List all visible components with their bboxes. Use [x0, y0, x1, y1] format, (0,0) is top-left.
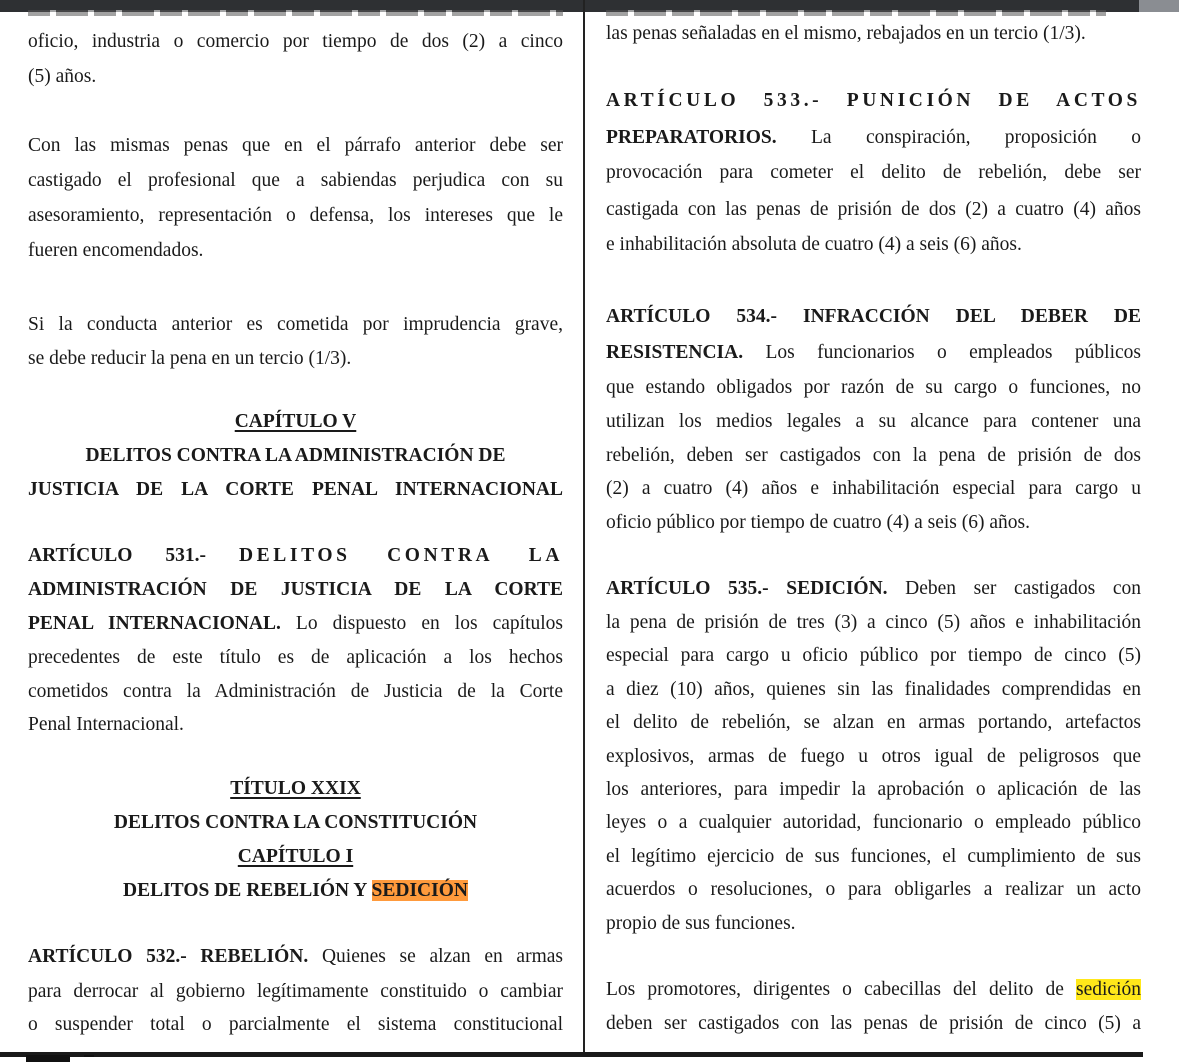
text-line: Penal Internacional.	[28, 714, 184, 735]
text-line: rebelión, deben ser castigados con la pena de prisión de dos	[606, 445, 1141, 466]
text-line: cometidos contra la Administración de Justicia de la Corte	[28, 681, 563, 702]
chapter-v-heading	[28, 410, 563, 434]
text-line: las penas señaladas en el mismo, rebajados en un tercio (1/3).	[606, 23, 1086, 44]
text-line: provocación para cometer el delito de rebelión, debe ser	[606, 162, 1141, 183]
cutoff-text-line	[28, 8, 563, 18]
title-xxix-heading	[28, 777, 563, 801]
chapter-label: CAPÍTULO I	[237, 846, 354, 867]
text-line: (2) a cuatro (4) años e inhabilitación especial para cargo u	[606, 478, 1141, 499]
text-line: Si la conducta anterior es cometida por imprudencia grave,	[28, 314, 563, 335]
text-line: castigado el profesional que a sabiendas perjudica con su	[28, 170, 563, 191]
article-title: RESISTENCIA.	[606, 342, 744, 363]
text-line: acuerdos o resoluciones, o para obligarles a realizar un acto	[606, 879, 1141, 900]
text-line: fueren encomendados.	[28, 240, 204, 261]
article-title: PREPARATORIOS.	[606, 127, 777, 148]
text-line	[606, 341, 1141, 365]
text-line: utilizan los medios legales a su alcance para contener una	[606, 411, 1141, 432]
text-line: oficio público por tiempo de cuatro (4) a seis (6) años.	[606, 512, 1031, 533]
cutoff-text-line	[606, 8, 1106, 18]
highlight-sedicion[interactable]: SEDICIÓN	[371, 880, 468, 901]
chapter-i-name	[28, 879, 563, 903]
text-line: para derrocar al gobierno legítimamente constituido o cambiar	[28, 981, 563, 1002]
text-line: se debe reducir la pena en un tercio (1/3).	[28, 348, 352, 369]
article-number: ARTÍCULO 531.-	[28, 545, 207, 566]
text-line: o suspender total o parcialmente el sistema constitucional	[28, 1014, 563, 1035]
text-line: especial para cargo u oficio público por tiempo de cinco (5)	[606, 645, 1141, 666]
article-534-heading: ARTÍCULO 534.- INFRACCIÓN DEL DEBER DE	[606, 306, 1141, 327]
title-xxix-name: DELITOS CONTRA LA CONSTITUCIÓN	[113, 812, 478, 833]
article-body: Deben ser castigados con	[887, 578, 1141, 599]
article-body: Quienes se alzan en armas	[308, 946, 563, 967]
text-line: oficio, industria o comercio por tiempo de dos (2) a cinco	[28, 31, 563, 52]
page-bottom-rule	[0, 1052, 1143, 1057]
article-531-heading	[28, 544, 563, 568]
text-line: los anteriores, para impedir la aprobación o aplicación de las	[606, 779, 1141, 800]
column-divider	[583, 0, 585, 1052]
text-line: la pena de prisión de tres (3) a cinco (5) años e inhabilitación	[606, 612, 1141, 633]
text-line: explosivos, armas de fuego u otros igual de peligrosos que	[606, 746, 1141, 767]
text-line: (5) años.	[28, 66, 97, 87]
text-line	[28, 612, 563, 636]
chapter-i-heading	[28, 845, 563, 869]
text-line	[28, 945, 563, 969]
article-533-heading: ARTÍCULO 533.- PUNICIÓN DE ACTOS	[606, 90, 1141, 111]
text-line	[606, 577, 1141, 601]
chapter-v-title: JUSTICIA DE LA CORTE PENAL INTERNACIONAL	[28, 479, 563, 500]
article-535-heading: ARTÍCULO 535.- SEDICIÓN.	[606, 578, 888, 599]
article-body: Lo dispuesto en los capítulos	[280, 613, 563, 634]
article-title: DELITOS CONTRA LA	[239, 545, 564, 566]
paragraph-text: Los promotores, dirigentes o cabecillas del delito de	[606, 979, 1077, 1000]
text-line: deben ser castigados con las penas de prisión de cinco (5) a	[606, 1013, 1141, 1034]
highlight-sedicion[interactable]: sedición	[1076, 979, 1141, 1000]
text-line	[606, 126, 1141, 150]
article-body: La conspiración, proposición o	[776, 127, 1141, 148]
article-title: PENAL INTERNACIONAL.	[28, 613, 281, 634]
text-line: Con las mismas penas que en el párrafo anterior debe ser	[28, 135, 563, 156]
text-line: que estando obligados por razón de su cargo o funciones, no	[606, 377, 1141, 398]
page-number-tab	[26, 1055, 70, 1062]
article-532-heading: ARTÍCULO 532.- REBELIÓN.	[28, 946, 309, 967]
text-line: el delito de rebelión, se alzan en armas portando, artefactos	[606, 712, 1141, 733]
text-line: leyes o a cualquier autoridad, funcionario o empleado público	[606, 812, 1141, 833]
chapter-name: DELITOS DE REBELIÓN Y	[123, 880, 372, 901]
title-label: TÍTULO XXIX	[230, 778, 361, 799]
text-line: asesoramiento, representación o defensa, los intereses que le	[28, 205, 563, 226]
chapter-v-label: CAPÍTULO V	[234, 411, 357, 432]
text-line: propio de sus funciones.	[606, 913, 796, 934]
text-line	[606, 978, 1141, 1002]
text-line: e inhabilitación absoluta de cuatro (4) a seis (6) años.	[606, 234, 1022, 255]
scrollbar-thumb[interactable]	[1139, 0, 1179, 12]
article-body: Los funcionarios o empleados públicos	[743, 342, 1141, 363]
text-line: castigada con las penas de prisión de dos (2) a cuatro (4) años	[606, 199, 1141, 220]
cutoff-glyph	[84, 1055, 94, 1061]
article-531-heading: ADMINISTRACIÓN DE JUSTICIA DE LA CORTE	[28, 579, 563, 600]
text-line: el legítimo ejercicio de sus funciones, el cumplimiento de sus	[606, 846, 1141, 867]
chapter-v-title: DELITOS CONTRA LA ADMINISTRACIÓN DE	[85, 445, 506, 466]
text-line: a diez (10) años, quienes sin las finalidades comprendidas en	[606, 679, 1141, 700]
text-line: precedentes de este título es de aplicación a los hechos	[28, 647, 563, 668]
